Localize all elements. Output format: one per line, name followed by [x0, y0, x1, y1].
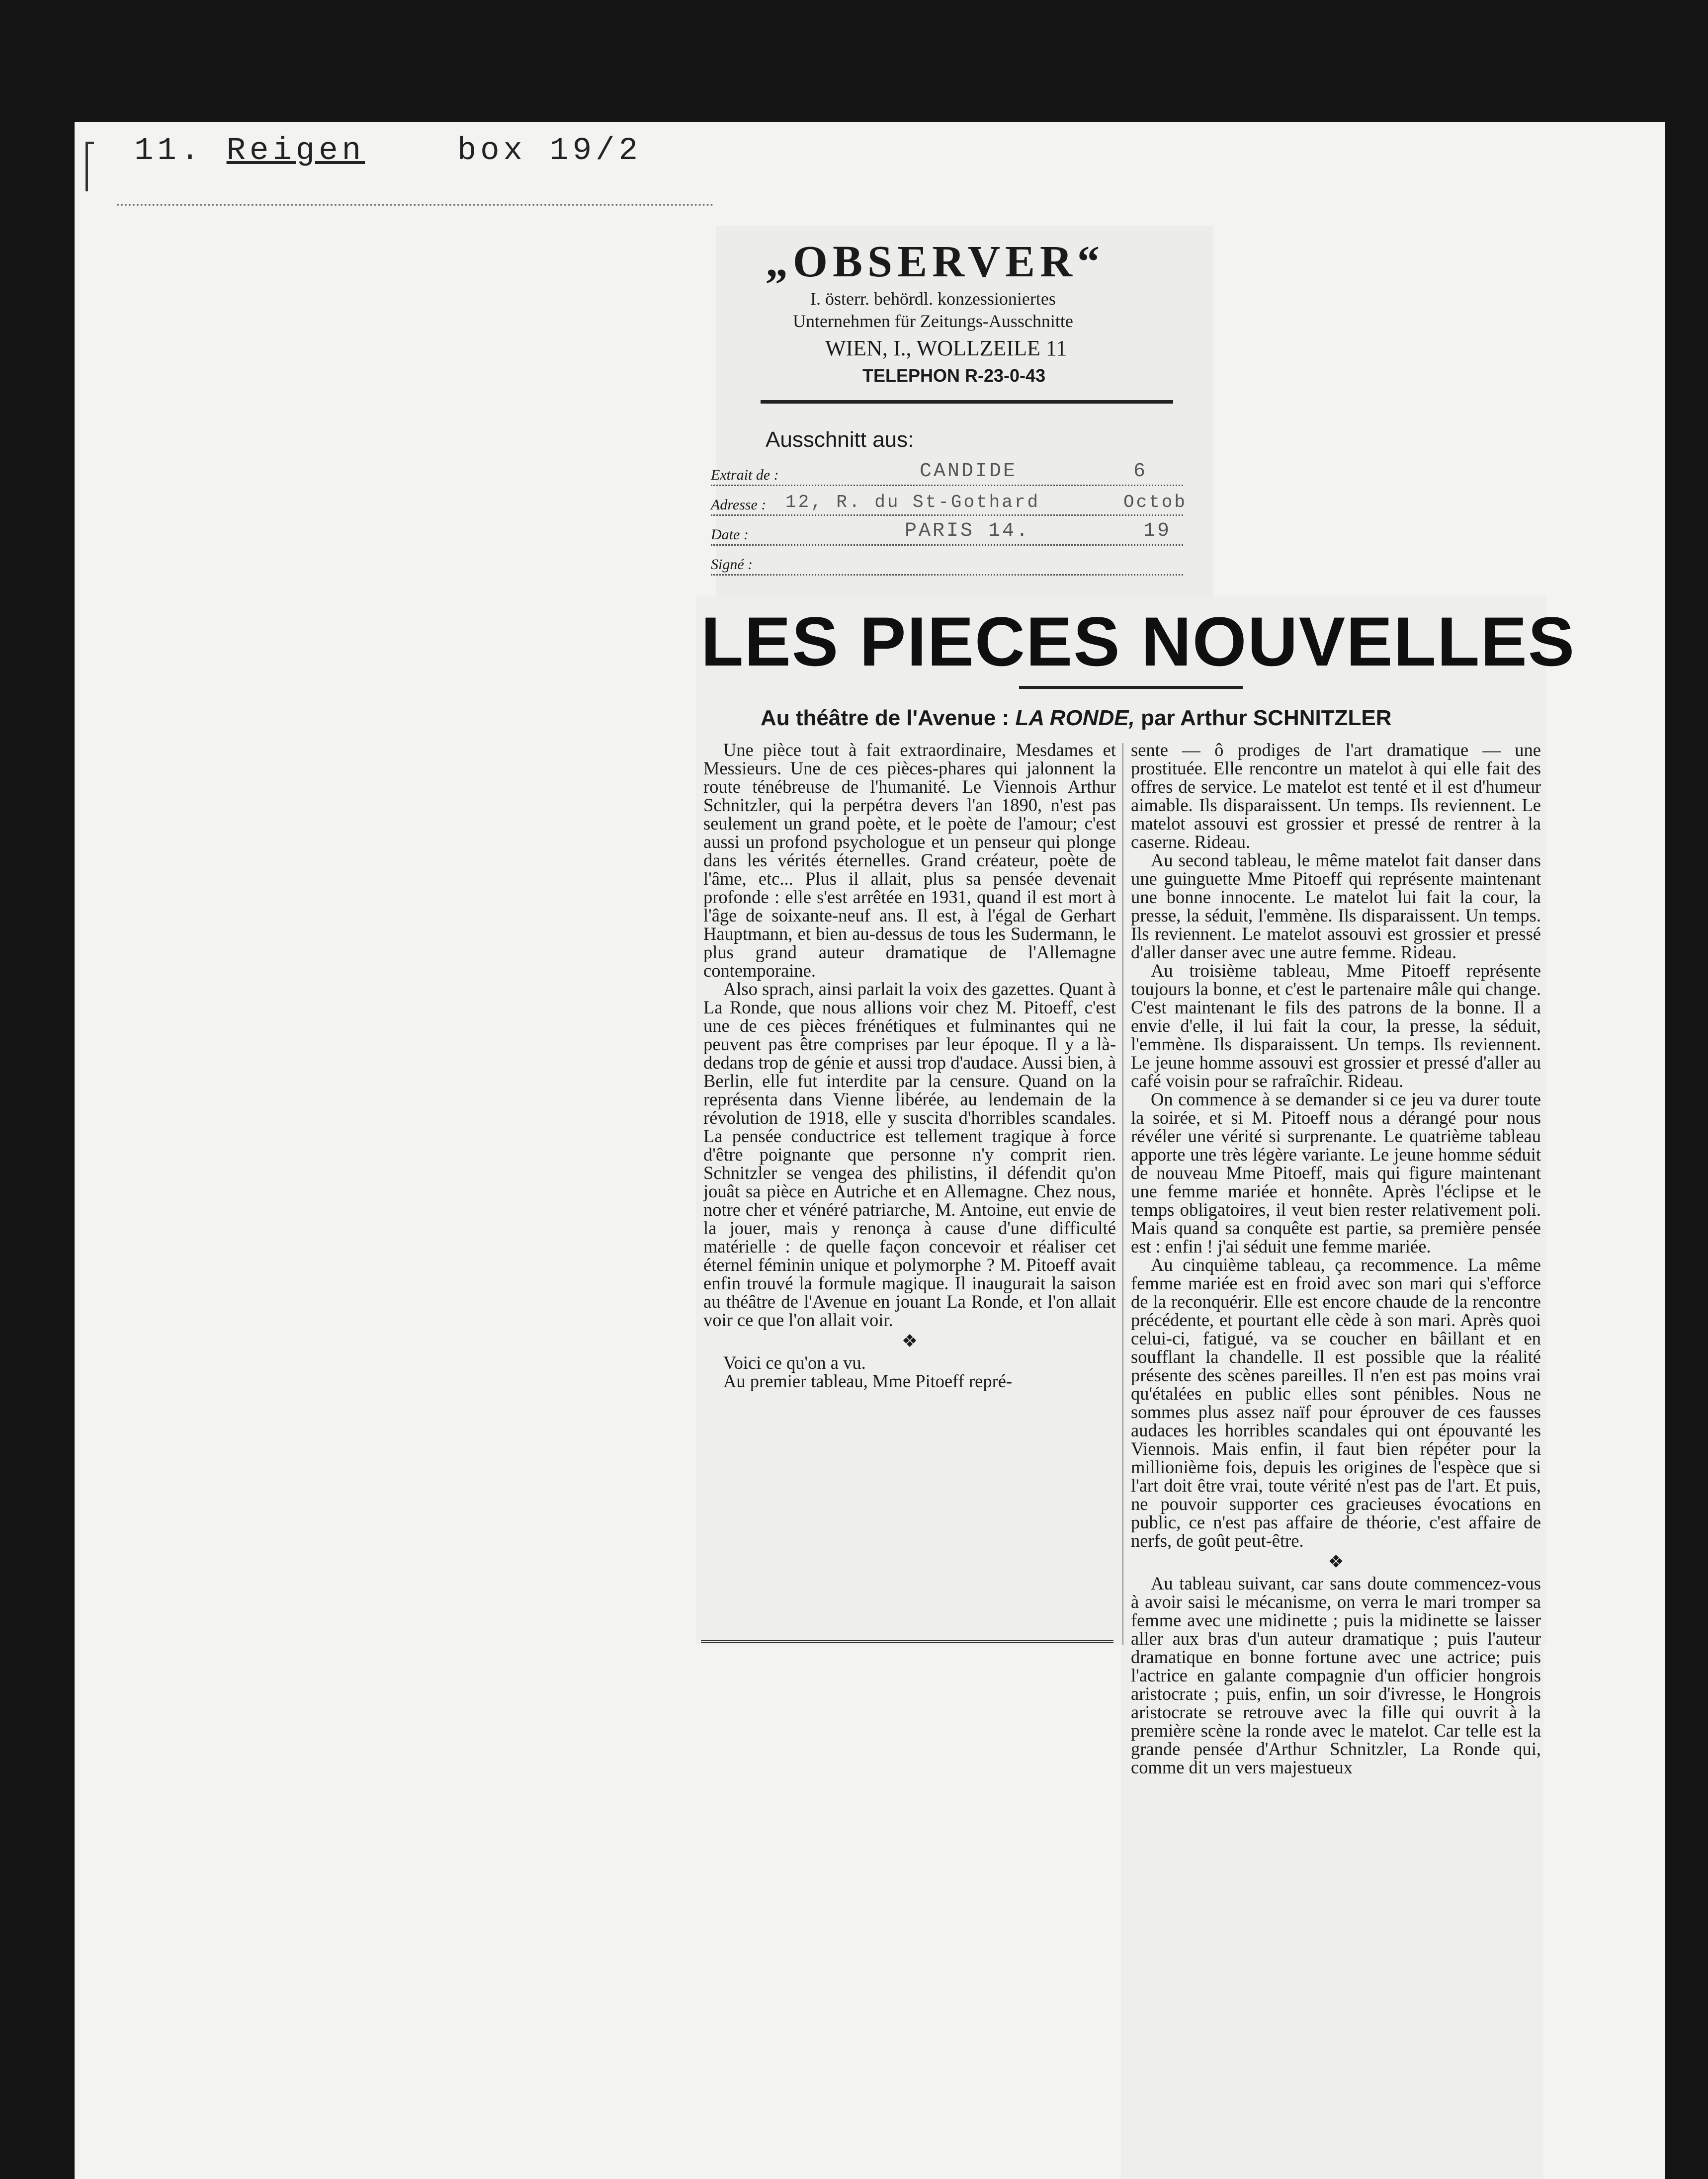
- form-value-date: PARIS 14.: [905, 520, 1030, 542]
- form-label-extrait: Extrait de :: [711, 467, 779, 483]
- stamp-line-2: Unternehmen für Zeitungs-Ausschnitte: [793, 311, 1073, 331]
- header-number: 11.: [134, 133, 204, 169]
- header-box: box 19/2: [457, 133, 642, 169]
- title-rule: [1019, 686, 1243, 689]
- header-divider: [117, 204, 713, 206]
- form-value-date-right: 19: [1143, 520, 1172, 542]
- paragraph: Au troisième tableau, Mme Pitoeff représente toujours la bonne, et c'est le partenaire mâle qui change. C'est maintenant le fils des patrons de la bonne. Il a envie d'elle, il lui fait la cour, la presse, la séduit, l'emmène. Ils disparaissent. Un temps. Ils reviennent. Le jeune homme assouvi est grossier et pressé d'aller au café voisin pour se rafraîchir. Rideau.: [1131, 960, 1541, 1091]
- column-divider: [1122, 743, 1123, 1645]
- form-label-signe: Signé :: [711, 556, 753, 573]
- header-title: Reigen: [226, 133, 365, 169]
- article-column-1: [703, 741, 1116, 1595]
- form-label-date: Date :: [711, 526, 749, 543]
- stamp-line-3: WIEN, I., WOLLZEILE 11: [825, 336, 1067, 360]
- form-value-extrait: CANDIDE: [920, 460, 1018, 483]
- form-value-adresse: 12, R. du St-Gothard: [785, 492, 1040, 512]
- form-row-signe: [711, 544, 1183, 576]
- stamp-line-4: TELEPHON R-23-0-43: [862, 365, 1046, 386]
- ornament: ❖: [1328, 1552, 1344, 1572]
- archive-header: [134, 133, 642, 169]
- paragraph: sente — ô prodiges de l'art dramatique — une prostituée. Elle rencontre un matelot à qui elle fait des offres de service. Le matelot est tenté et il est d'humeur aimable. Ils disparaissent. Un temps. Ils reviennent. Le matelot assouvi est grossier et pressé de rentrer à la caserne. Rideau.: [1131, 741, 1541, 852]
- paragraph: On commence à se demander si ce jeu va durer toute la soirée, et si M. Pitoeff nous a dérangé pour nous révéler une vérité si surprenante. Le quatrième tableau apporte une très légère variante. Le jeune homme séduit de nouveau Mme Pitoeff, mais qui figure maintenant une femme mariée et honnête. Après l'éclipse et le temps obligatoires, il veut bien rester relativement poli. Mais quand sa conquête est partie, sa première pensée est : enfin ! j'ai séduit une femme mariée.: [1131, 1089, 1541, 1257]
- paragraph: Une pièce tout à fait extraordinaire, Mesdames et Messieurs. Une de ces pièces-phares qui jalonnent la route ténébreuse de l'humanité. Le Viennois Arthur Schnitzler, qui la perpétra devers l'an 1890, n'est pas seulement un grand poète, et le poète de l'amour; c'est aussi un profond psychologue et un penseur qui plonge dans les vérités éternelles. Grand créateur, poète de l'âme, etc... Plus il allait, plus sa pensée devenait profonde : elle s'est arrêtée en 1931, quand il est mort à l'âge de soixante-neuf ans. Il est, à l'égal de Gerhart Hauptmann, et bien au-dessus de tous les Sudermann, le plus grand auteur dramatique de l'Allemagne contemporaine.: [703, 741, 1116, 981]
- paragraph: Au tableau suivant, car sans doute commencez-vous à avoir saisi le mécanisme, on verra le mari tromper sa femme avec une midinette ; puis la midinette se laisser aller aux bras d'un auteur dramatique ; puis l'auteur dramatique en bonne fortune avec une actrice; puis l'actrice en galante compagnie d'un officier hongrois aristocrate ; puis, enfin, un soir d'ivresse, le Hongrois aristocrate se retrouve avec la fille qui ouvrit à la première scène la ronde avec le matelot. Car telle est la grande pensée d'Arthur Schnitzler, La Ronde qui, comme dit un vers majestueux: [1131, 1573, 1541, 1777]
- subtitle-post: par Arthur SCHNITZLER: [1141, 706, 1392, 730]
- corner-bracket: [85, 142, 94, 191]
- paragraph: Also sprach, ainsi parlait la voix des gazettes. Quant à La Ronde, que nous allions voir chez M. Pitoeff, c'est une de ces pièces frénétiques et fulminantes qui ne peuvent pas être comprises par leur époque. Il y a là-dedans trop de génie et aussi trop d'audace. Aussi bien, à Berlin, elle fut interdite par la censure. Quand on la représenta dans Vienne libérée, au lendemain de la révolution de 1918, elle y suscita d'horribles scandales. La pensée conductrice est tellement tragique à force d'être poignante que personne n'y comprit rien. Schnitzler se vengea des philistins, il défendit qu'on jouât sa pièce en Autriche et en Allemagne. Chez nous, notre cher et vénéré patriarche, M. Antoine, eut envie de la jouer, mais y renonça à cause d'une difficulté matérielle : de quelle façon concevoir et réaliser cet éternel féminin unique et polymorphe ? M. Pitoeff avait enfin trouvé la formule magique. Il inaugurait la saison au théâtre de l'Avenue en jouant La Ronde, et l'on allait voir ce que l'on allait voir.: [703, 979, 1116, 1330]
- form-value-adresse-right: Octob: [1123, 492, 1188, 512]
- subtitle-play: LA RONDE,: [1015, 706, 1135, 730]
- column-1-end-rule: [701, 1640, 1113, 1643]
- form-label-adresse: Adresse :: [711, 497, 767, 513]
- stamp-rule: [761, 400, 1173, 404]
- form-row-adresse: [711, 485, 1188, 516]
- subtitle-pre: Au théâtre de l'Avenue :: [761, 706, 1010, 730]
- form-row-extrait: [711, 455, 1183, 486]
- form-row-date: [711, 514, 1183, 546]
- stamp-line-1: I. österr. behördl. konzessioniertes: [810, 289, 1056, 309]
- stamp-clip-label: Ausschnitt aus:: [766, 427, 914, 452]
- paragraph: Au cinquième tableau, ça recommence. La même femme mariée est en froid avec son mari qui s'efforce de la reconquérir. Elle est encore chaude de la rencontre précédente, et pourtant elle cède à son mari. Après quoi celui-ci, fatigué, va se coucher en bâillant et en soufflant la chandelle. Il est possible que la réalité présente des scènes pareilles. Il n'en est pas moins vrai qu'étalées en public elles sont pénibles. Nous ne sommes plus assez naïf pour éprouver de ces fausses audaces les horribles scandales qui ont épouvanté les Viennois. Mais enfin, il faut bien répéter pour la millionième fois, depuis les origines de l'espèce que si l'art doit être vrai, toute vérité n'est pas de l'art. Et puis, ne pouvoir supporter ces gracieuses évocations en public, ce n'est pas affaire de théorie, c'est affaire de nerfs, de goût peut-être.: [1131, 1255, 1541, 1551]
- article-title: LES PIECES NOUVELLES: [701, 602, 1576, 680]
- stamp-brand: „OBSERVER“: [766, 237, 1105, 286]
- paragraph: Au second tableau, le même matelot fait danser dans une guinguette Mme Pitoeff qui représente maintenant une bonne innocente. Le matelot lui fait la cour, la presse, la séduit, l'emmène. Ils disparaissent. Un temps. Ils reviennent. Le matelot assouvi est grossier et pressé d'aller danser avec une autre femme. Rideau.: [1131, 850, 1541, 962]
- paragraph: Au premier tableau, Mme Pitoeff repré-: [723, 1371, 1013, 1391]
- ornament: ❖: [901, 1331, 918, 1351]
- article-subtitle: [761, 706, 1391, 731]
- form-value-extrait-num: 6: [1133, 460, 1148, 483]
- article-column-2: [1131, 741, 1541, 2162]
- paragraph: Voici ce qu'on a vu.: [723, 1352, 866, 1373]
